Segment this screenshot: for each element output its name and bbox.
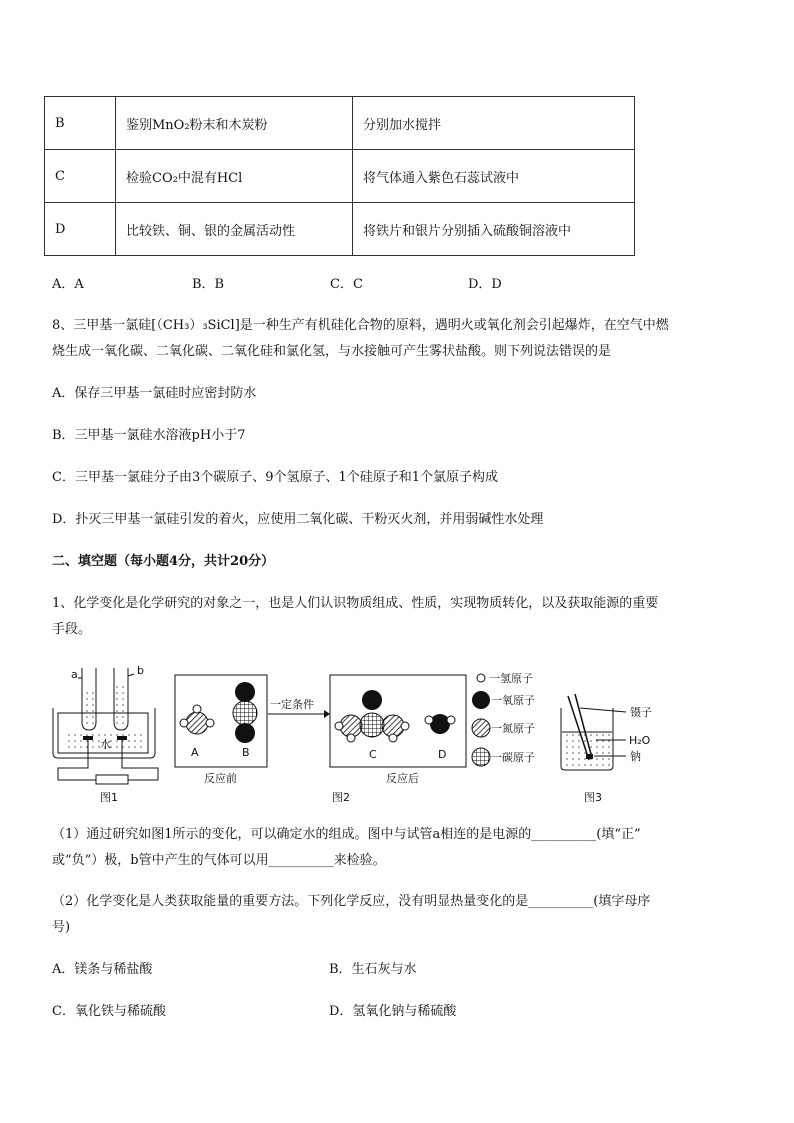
- arrow-condition: 一定条件: [270, 698, 314, 711]
- sub1-line1: （1）通过研究如图1所示的变化，可以确定水的组成。图中与试管a相连的是电源的__________(填“正”: [52, 827, 641, 842]
- q7-option-a: A．A: [52, 277, 84, 292]
- legend-hydrogen: 一氢原子: [489, 672, 533, 685]
- table-row: [45, 97, 635, 150]
- q1-stem-line2: 手段。: [52, 622, 92, 637]
- sub2-line2: 号): [52, 920, 71, 935]
- hydrogen-legend-icon: [477, 674, 485, 682]
- legend-oxygen: 一氧原子: [491, 694, 535, 707]
- q7-option-b: B．B: [192, 277, 225, 292]
- row-method: 将气体通入紫色石蕊试液中: [353, 150, 635, 203]
- tube-a-label: a: [71, 668, 78, 681]
- beaker-apparatus: [561, 694, 626, 770]
- water-formula-label: H₂O: [629, 734, 651, 747]
- sub2-option-a: A．镁条与稀盐酸: [52, 962, 153, 977]
- section-title: 二、填空题（每小题4分，共计20分）: [52, 554, 275, 569]
- label-B: B: [242, 746, 250, 759]
- row-letter: D: [45, 203, 116, 256]
- q8-stem-line1: 8、三甲基一氯硅[（CH₃）₃SiCl]是一种生产有机硅化合物的原料，遇明火或氧化剂会引起爆炸，在空气中燃: [52, 318, 669, 333]
- legend-carbon: 一碳原子: [491, 751, 535, 764]
- oxygen-legend-icon: [472, 691, 490, 709]
- row-purpose: 鉴别MnO₂粉末和木炭粉: [116, 97, 353, 150]
- figure2-caption: 图2: [332, 791, 350, 804]
- table-row: [45, 203, 635, 256]
- tweezers-label: 镊子: [630, 706, 652, 719]
- figure3-caption: 图3: [584, 791, 602, 804]
- sub2-option-c: C．氧化铁与稀硫酸: [52, 1004, 166, 1019]
- row-purpose: 比较铁、铜、银的金属活动性: [116, 203, 353, 256]
- sodium-label: 钠: [630, 750, 641, 763]
- experiment-figure: [48, 660, 688, 810]
- sub2-option-b: B．生石灰与水: [329, 962, 417, 977]
- options-table: [44, 96, 635, 256]
- arrow-head: [324, 710, 330, 718]
- q8-stem-line2: 烧生成一氧化碳、二氧化碳、二氧化硅和氯化氢，与水接触可产生雾状盐酸。则下列说法错误的是: [52, 344, 612, 359]
- after-label: 反应后: [386, 772, 419, 785]
- before-label: 反应前: [204, 772, 237, 785]
- molecule-b: [233, 682, 257, 743]
- q8-option-b: B．三甲基一氯硅水溶液pH小于7: [52, 428, 246, 443]
- electrolysis-apparatus: [53, 668, 158, 784]
- q8-option-c: C．三甲基一氯硅分子由3个碳原子、9个氢原子、1个硅原子和1个氯原子构成: [52, 470, 499, 485]
- label-D: D: [438, 748, 447, 761]
- molecule-c: [335, 690, 409, 742]
- q7-option-d: D．D: [468, 277, 502, 292]
- sub2-option-d: D．氢氧化钠与稀硫酸: [329, 1004, 457, 1019]
- sub2-line1: （2）化学变化是人类获取能量的重要方法。下列化学反应，没有明显热量变化的是__________(填字母序: [52, 894, 651, 909]
- tube-b-label: b: [137, 664, 144, 677]
- water-label: 水: [100, 738, 111, 751]
- row-letter: B: [45, 97, 116, 150]
- q8-option-d: D．扑灭三甲基一氯硅引发的着火，应使用二氧化碳、干粉灭火剂，并用弱碱性水处理: [52, 512, 544, 527]
- q8-option-a: A．保存三甲基一氯硅时应密封防水: [52, 386, 257, 401]
- row-method: 将铁片和银片分别插入硫酸铜溶液中: [353, 203, 635, 256]
- label-A: A: [191, 746, 199, 759]
- q1-stem-line1: 1、化学变化是化学研究的对象之一，也是人们认识物质组成、性质，实现物质转化，以及获取能源的重要: [52, 596, 659, 611]
- molecule-a: [180, 705, 214, 734]
- legend-nitrogen: 一氮原子: [491, 722, 535, 735]
- nitrogen-legend-icon: [472, 719, 490, 737]
- carbon-legend-icon: [472, 748, 490, 766]
- molecule-d: [425, 714, 455, 734]
- row-method: 分别加水搅拌: [353, 97, 635, 150]
- q7-option-c: C．C: [330, 277, 363, 292]
- row-purpose: 检验CO₂中混有HCl: [116, 150, 353, 203]
- row-letter: C: [45, 150, 116, 203]
- table-row: [45, 150, 635, 203]
- label-C: C: [369, 748, 377, 761]
- figure1-caption: 图1: [100, 791, 118, 804]
- sub1-line2: 或“负”）极，b管中产生的气体可以用__________来检验。: [52, 853, 386, 868]
